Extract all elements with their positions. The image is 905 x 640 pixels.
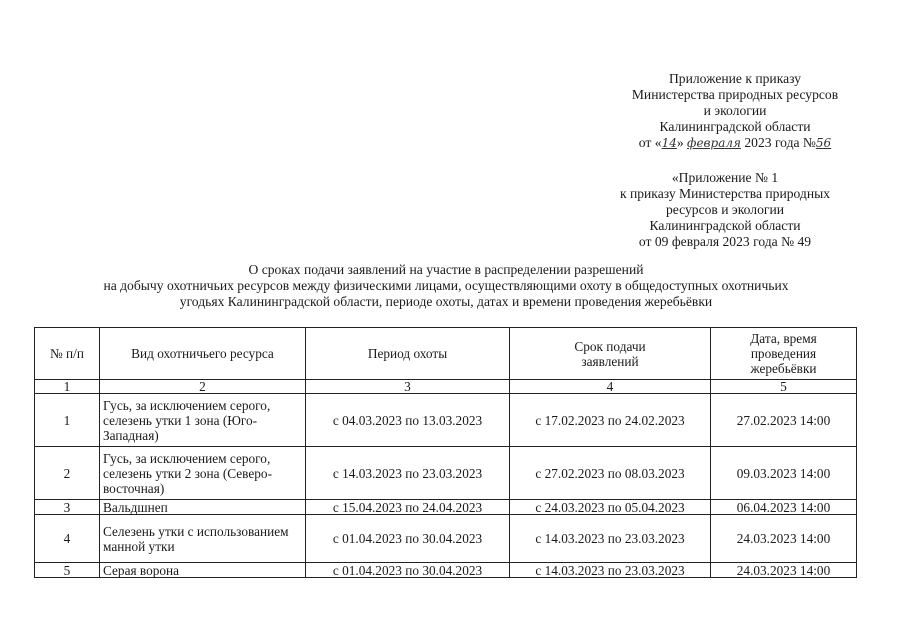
row-resource: Гусь, за исключением серого, селезень утки 2 зона (Северо-восточная) xyxy=(100,447,306,500)
row-draw: 24.03.2023 14:00 xyxy=(711,515,857,563)
header-draw-text: Дата, время проведения жеребьёвки xyxy=(750,331,817,376)
schedule-table xyxy=(34,327,857,578)
row-resource: Серая ворона xyxy=(100,563,306,578)
order-date-line xyxy=(600,135,870,151)
row-resource: Вальдшнеп xyxy=(100,500,306,515)
title-line: О сроках подачи заявлений на участие в распределении разрешений xyxy=(248,262,644,277)
row-period: с 14.03.2023 по 23.03.2023 xyxy=(306,447,510,500)
column-number: 3 xyxy=(306,380,510,394)
column-number: 2 xyxy=(100,380,306,394)
row-draw: 27.02.2023 14:00 xyxy=(711,394,857,447)
row-draw: 06.04.2023 14:00 xyxy=(711,500,857,515)
row-number: 5 xyxy=(35,563,100,578)
column-number: 1 xyxy=(35,380,100,394)
appendix-header-current xyxy=(600,71,870,151)
order-mid: » xyxy=(676,135,688,150)
row-draw: 24.03.2023 14:00 xyxy=(711,563,857,578)
appendix-line: к приказу Министерства природных xyxy=(619,186,831,201)
column-number: 5 xyxy=(711,380,857,394)
order-number-handwritten: 56 xyxy=(815,136,832,150)
row-deadline: с 17.02.2023 по 24.02.2023 xyxy=(510,394,711,447)
row-resource: Селезень утки с использованием манной утки xyxy=(100,515,306,563)
column-number: 4 xyxy=(510,380,711,394)
title-line: угодьях Калининградской области, периоде охоты, датах и времени проведения жеребьёвки xyxy=(179,294,713,309)
header-deadline-text: Срок подачи заявлений xyxy=(574,338,646,369)
table-row xyxy=(35,394,857,447)
row-resource: Гусь, за исключением серого, селезень утки 1 зона (Юго-Западная) xyxy=(100,394,306,447)
order-prefix: от « xyxy=(638,135,662,150)
row-period: с 04.03.2023 по 13.03.2023 xyxy=(306,394,510,447)
appendix-line: «Приложение № 1 xyxy=(671,170,779,185)
row-period: с 01.04.2023 по 30.04.2023 xyxy=(306,515,510,563)
table-header-row xyxy=(35,328,857,380)
row-period: с 15.04.2023 по 24.04.2023 xyxy=(306,500,510,515)
header-deadline xyxy=(510,328,711,380)
table-row xyxy=(35,515,857,563)
appendix-line: ресурсов и экологии xyxy=(665,202,784,217)
title-line: на добычу охотничьих ресурсов между физическими лицами, осуществляющими охоту в общедоступных охотничьих xyxy=(103,278,789,293)
appendix-line: Министерства природных ресурсов xyxy=(631,87,839,102)
row-deadline: с 24.03.2023 по 05.04.2023 xyxy=(510,500,711,515)
appendix-line: Приложение к приказу xyxy=(668,71,802,86)
row-number: 4 xyxy=(35,515,100,563)
appendix-line: Калининградской области xyxy=(649,218,801,233)
table-row xyxy=(35,500,857,515)
row-draw: 09.03.2023 14:00 xyxy=(711,447,857,500)
row-deadline: с 27.02.2023 по 08.03.2023 xyxy=(510,447,711,500)
header-period: Период охоты xyxy=(306,328,510,380)
row-deadline: с 14.03.2023 по 23.03.2023 xyxy=(510,563,711,578)
row-deadline: с 14.03.2023 по 23.03.2023 xyxy=(510,515,711,563)
row-number: 2 xyxy=(35,447,100,500)
table-row xyxy=(35,563,857,578)
header-number: № п/п xyxy=(35,328,100,380)
order-year: 2023 года № xyxy=(740,135,816,150)
appendix-line: от 09 февраля 2023 года № 49 xyxy=(638,234,812,249)
header-resource: Вид охотничьего ресурса xyxy=(100,328,306,380)
order-day-handwritten: 14 xyxy=(661,136,677,150)
appendix-line: Калининградской области xyxy=(659,119,811,134)
column-number-row xyxy=(35,380,857,394)
table-row xyxy=(35,447,857,500)
order-month-handwritten: февраля xyxy=(687,136,741,150)
row-number: 1 xyxy=(35,394,100,447)
document-title xyxy=(40,262,852,310)
appendix-header-original xyxy=(600,170,850,250)
row-number: 3 xyxy=(35,500,100,515)
header-draw xyxy=(711,328,857,380)
row-period: с 01.04.2023 по 30.04.2023 xyxy=(306,563,510,578)
appendix-line: и экологии xyxy=(703,103,767,118)
